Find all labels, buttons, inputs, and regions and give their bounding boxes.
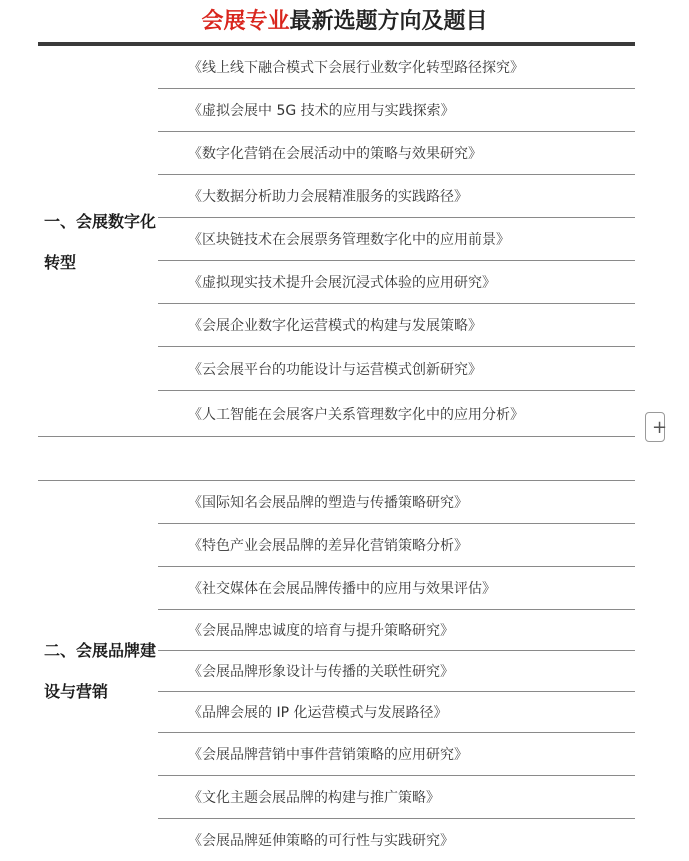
- topic-text: 《区块链技术在会展票务管理数字化中的应用前景》: [188, 232, 510, 248]
- topic-row: [158, 651, 635, 692]
- expand-button[interactable]: +: [645, 412, 665, 442]
- category-cell: [38, 481, 158, 861]
- topic-text: 《虚拟现实技术提升会展沉浸式体验的应用研究》: [188, 275, 496, 291]
- topic-text: 《特色产业会展品牌的差异化营销策略分析》: [188, 538, 468, 554]
- category-cell: [38, 46, 158, 437]
- page-title: [0, 6, 689, 36]
- topic-text: 《社交媒体在会展品牌传播中的应用与效果评估》: [188, 581, 496, 597]
- topic-row: [158, 89, 635, 132]
- topic-text: 《大数据分析助力会展精准服务的实践路径》: [188, 189, 468, 205]
- topic-row: [158, 46, 635, 89]
- topic-row: [158, 567, 635, 610]
- topic-row: [158, 776, 635, 819]
- topic-row: [158, 132, 635, 175]
- topic-row: [158, 481, 635, 524]
- topic-text: 《人工智能在会展客户关系管理数字化中的应用分析》: [188, 406, 524, 423]
- topic-row: [158, 304, 635, 347]
- topic-text: 《会展品牌形象设计与传播的关联性研究》: [188, 664, 454, 680]
- topic-row: [158, 733, 635, 776]
- page-title-rest: 最新选题方向及题目: [289, 8, 488, 34]
- topic-text: 《品牌会展的 IP 化运营模式与发展路径》: [188, 705, 448, 721]
- topic-row: [158, 610, 635, 651]
- topic-text: 《虚拟会展中 5G 技术的应用与实践探索》: [188, 103, 455, 119]
- topic-row: [158, 391, 635, 437]
- topic-text: 《会展企业数字化运营模式的构建与发展策略》: [188, 318, 482, 334]
- topic-row: [158, 692, 635, 733]
- topic-text: 《会展品牌营销中事件营销策略的应用研究》: [188, 747, 468, 763]
- topic-row: [158, 175, 635, 218]
- section-digital-transformation: [38, 46, 635, 437]
- category-label: 二、会展品牌建设与营销: [44, 641, 157, 701]
- topic-text: 《国际知名会展品牌的塑造与传播策略研究》: [188, 495, 468, 511]
- topic-row: [158, 261, 635, 304]
- topic-text: 《会展品牌延伸策略的可行性与实践研究》: [188, 833, 454, 849]
- topic-row: [158, 524, 635, 567]
- empty-table-row: [38, 437, 635, 481]
- topic-text: 《云会展平台的功能设计与运营模式创新研究》: [188, 361, 482, 378]
- topic-row: [158, 819, 635, 861]
- topic-row: [158, 347, 635, 391]
- topic-text: 《会展品牌忠诚度的培育与提升策略研究》: [188, 623, 454, 639]
- category-label: 一、会展数字化转型: [44, 211, 157, 272]
- page-title-accent: 会展专业: [201, 8, 290, 34]
- section-brand-marketing: [38, 481, 635, 861]
- topic-text: 《线上线下融合模式下会展行业数字化转型路径探究》: [188, 60, 524, 76]
- topic-text: 《文化主题会展品牌的构建与推广策略》: [188, 790, 440, 806]
- topic-row: [158, 218, 635, 261]
- topic-text: 《数字化营销在会展活动中的策略与效果研究》: [188, 146, 482, 162]
